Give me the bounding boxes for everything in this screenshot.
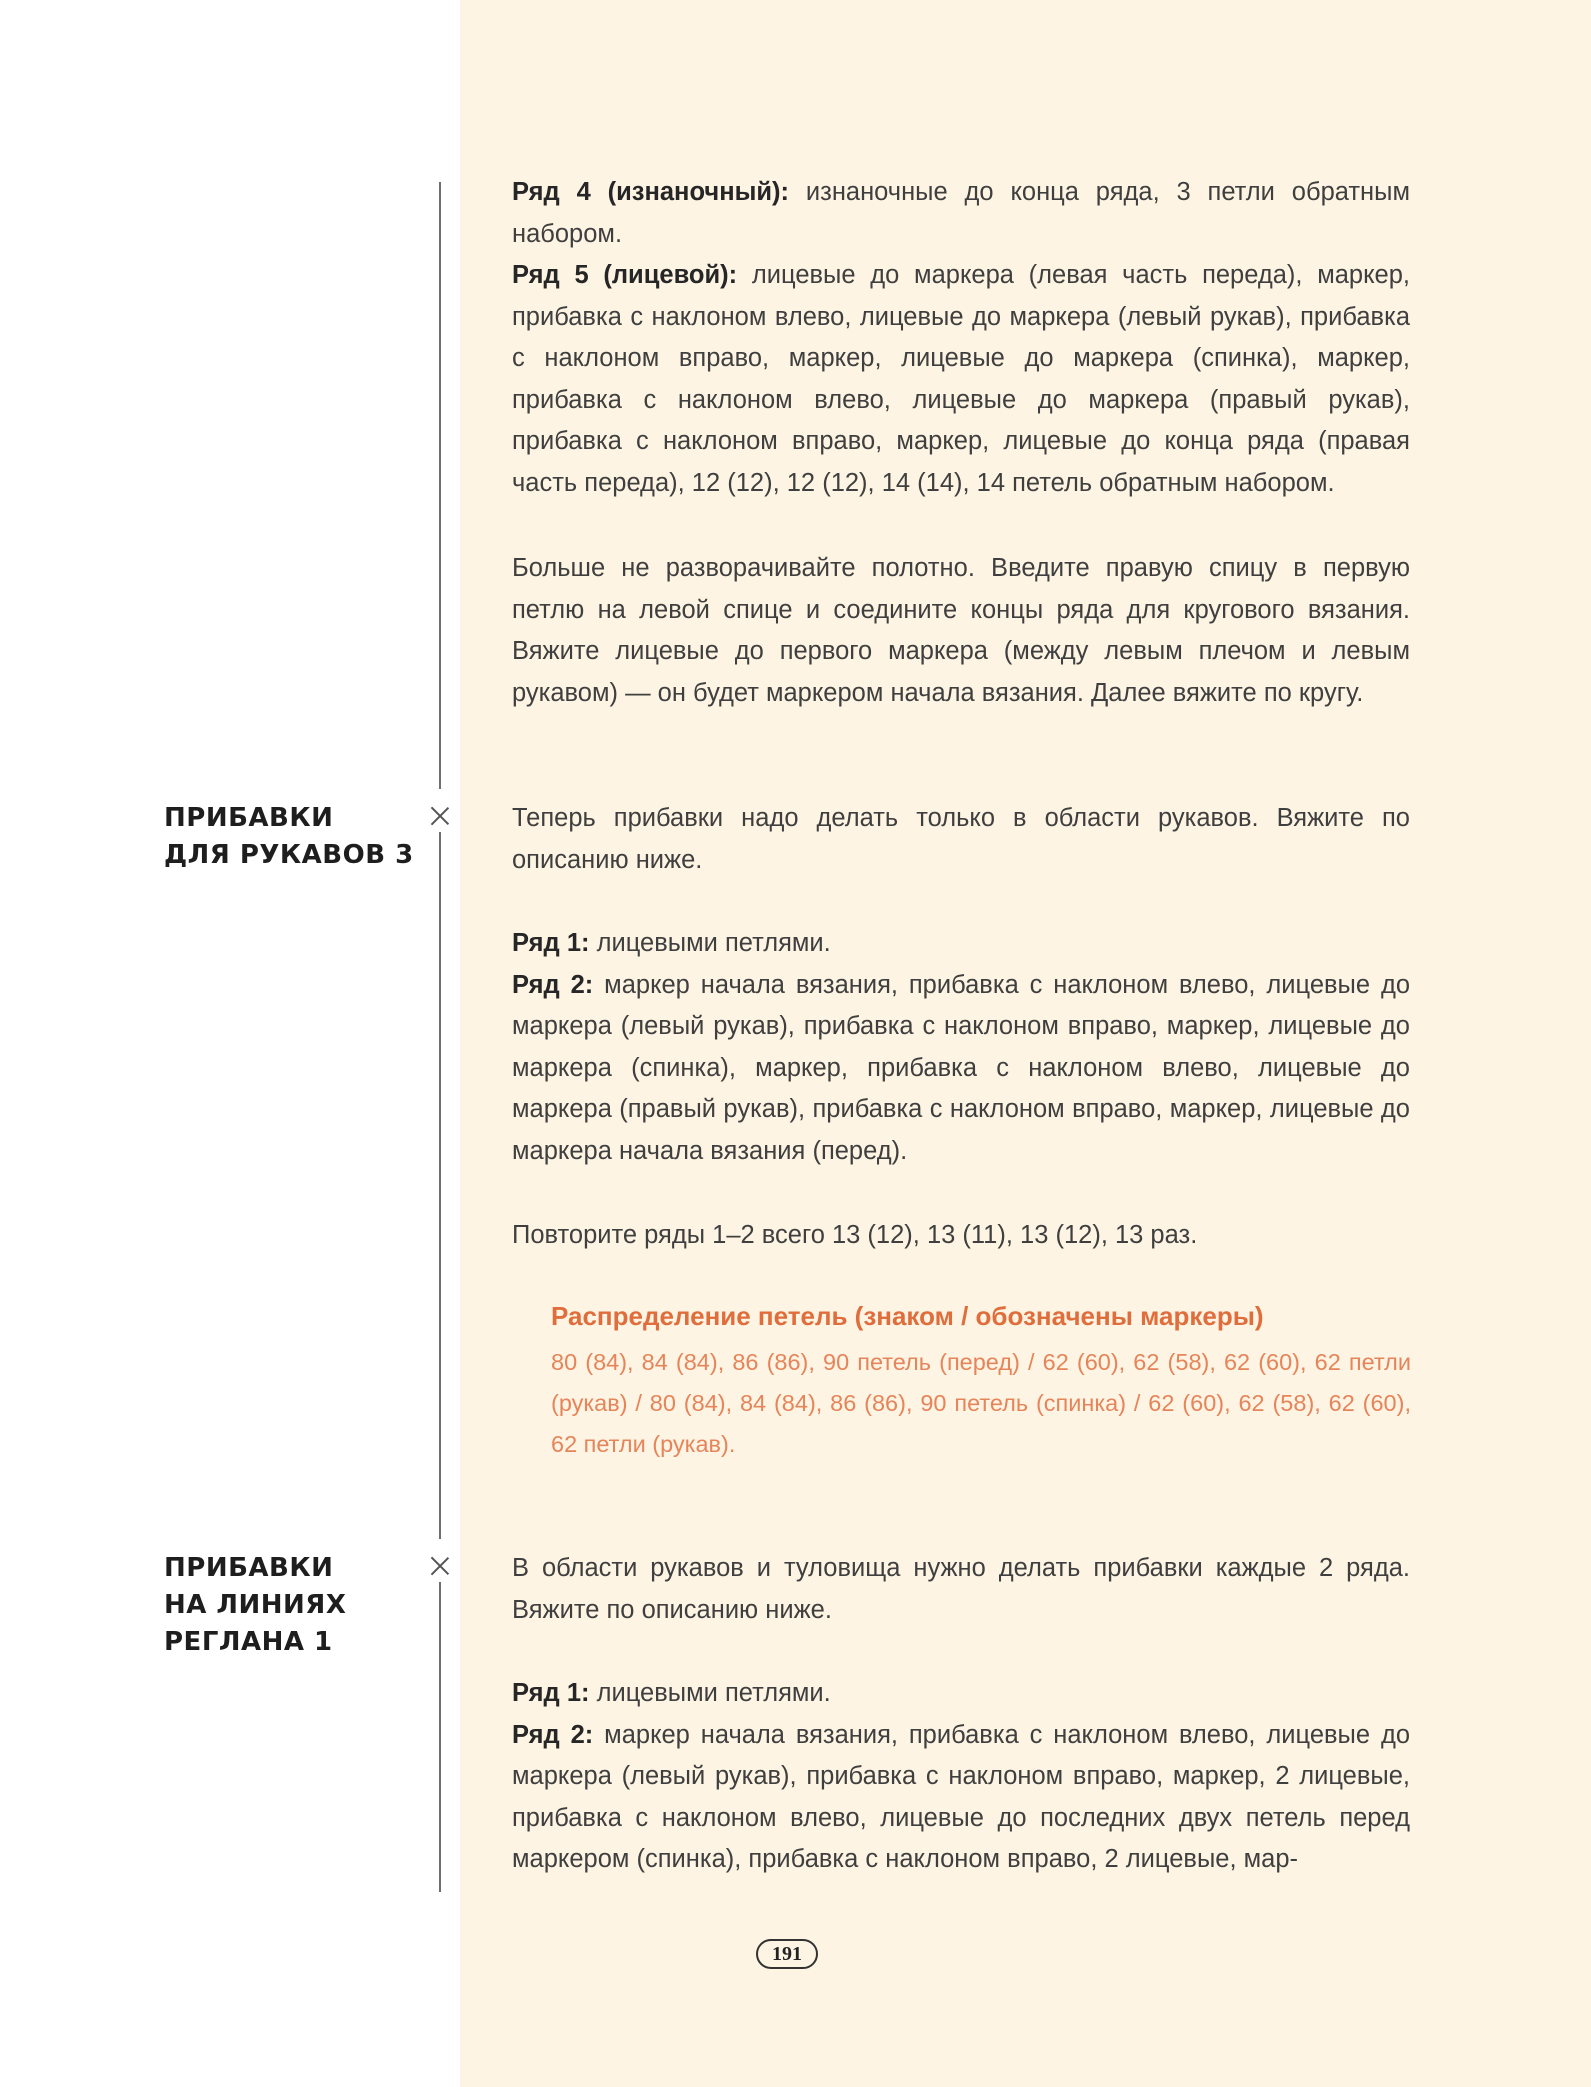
row-5-label: Ряд 5 (лицевой): (512, 261, 738, 289)
divider-line-top (439, 182, 441, 789)
raglan-intro-text: В области рукавов и туловища нужно делать прибавки каждые 2 ряда. Вяжите по описанию ниже. (512, 1554, 1410, 1624)
distribution-text: 80 (84), 84 (84), 86 (86), 90 петель (перед) / 62 (60), 62 (58), 62 (60), 62 петли (рукав) / 80 (84), 84 (84), 86 (86), 90 петель (спинка) / 62 (60), 62 (58), 62 (60), 62 петли (рукав). (551, 1349, 1411, 1457)
cross-marker-icon (430, 1556, 450, 1576)
raglan-row-1-paragraph (512, 1673, 1410, 1715)
sleeve-rows-block (512, 923, 1410, 1172)
raglan-row-2-paragraph (512, 1715, 1410, 1881)
row-4-label: Ряд 4 (изнаночный): (512, 178, 790, 206)
distribution-title: Распределение петель (знаком / обозначены маркеры) (551, 1301, 1264, 1331)
sleeve-row-2-text: маркер начала вязания, прибавка с наклоном влево, лицевые до маркера (левый рукав), прибавка с наклоном вправо, маркер, лицевые до маркера (спинка), маркер, прибавка с наклоном влево, лицевые до маркера (правый рукав), прибавка с наклоном вправо, маркер, лицевые до маркера начала вязания (перед). (512, 970, 1411, 1165)
row-5-text: лицевые до маркера (левая часть переда), маркер, прибавка с наклоном влево, лицевые до маркера (левый рукав), прибавка с наклоном вправо, маркер, лицевые до маркера (спинка), маркер, прибавка с наклоном влево, лицевые до маркера (правый рукав), прибавка с наклоном вправо, маркер, лицевые до конца ряда (правая часть переда), 12 (12), 12 (12), 14 (14), 14 петель обратным набором. (512, 261, 1411, 497)
repeat-text: Повторите ряды 1–2 всего 13 (12), 13 (11), 13 (12), 13 раз. (512, 1221, 1198, 1249)
divider-line-bottom (439, 1582, 441, 1892)
raglan-intro-paragraph (512, 1548, 1410, 1631)
cross-marker-icon (430, 806, 450, 826)
divider-line-middle (439, 832, 441, 1539)
section-title-sleeve-increases (164, 800, 424, 874)
join-round-text: Больше не разворачивайте полотно. Введите правую спицу в первую петлю на левой спице и соедините концы ряда для кругового вязания. Вяжите лицевые до первого маркера (между левым плечом и левым рукавом) — он будет маркером начала вязания. Далее вяжите по кругу. (512, 554, 1410, 707)
section-title-line: ПРИБАВКИ (164, 1553, 334, 1583)
raglan-row-2-text: маркер начала вязания, прибавка с наклоном влево, лицевые до маркера (левый рукав), прибавка с наклоном вправо, маркер, 2 лицевые, прибавка с наклоном влево, лицевые до последних двух петель перед маркером (спинка), прибавка с наклоном вправо, 2 лицевые, мар- (512, 1720, 1411, 1873)
sleeve-row-2-label: Ряд 2: (512, 970, 594, 999)
row-4-paragraph (512, 172, 1410, 255)
section-title-line: ДЛЯ РУКАВОВ 3 (164, 840, 414, 870)
sleeve-row-2-paragraph (512, 965, 1410, 1173)
row-4-text: изнаночные до конца ряда, 3 петли обратным набором. (512, 178, 1410, 248)
section-title-raglan-increases (164, 1550, 424, 1661)
sleeve-intro-paragraph (512, 798, 1410, 881)
join-round-paragraph (512, 548, 1410, 714)
page-number: 191 (756, 1939, 818, 1969)
raglan-row-2-label: Ряд 2: (512, 1720, 594, 1749)
sleeve-row-1-paragraph (512, 923, 1410, 965)
repeat-paragraph (512, 1215, 1410, 1257)
section-title-line: НА ЛИНИЯХ (164, 1590, 347, 1620)
sleeve-intro-text: Теперь прибавки надо делать только в области рукавов. Вяжите по описанию ниже. (512, 804, 1410, 874)
section-title-line: РЕГЛАНА 1 (164, 1627, 333, 1657)
raglan-rows-block (512, 1673, 1410, 1881)
raglan-row-1-label: Ряд 1: (512, 1679, 590, 1707)
block-rows-4-5 (512, 172, 1410, 504)
sleeve-row-1-text: лицевыми петлями. (589, 929, 831, 957)
sleeve-row-1-label: Ряд 1: (512, 929, 590, 957)
row-5-paragraph (512, 255, 1410, 504)
raglan-row-1-text: лицевыми петлями. (589, 1679, 831, 1707)
section-title-line: ПРИБАВКИ (164, 803, 334, 833)
